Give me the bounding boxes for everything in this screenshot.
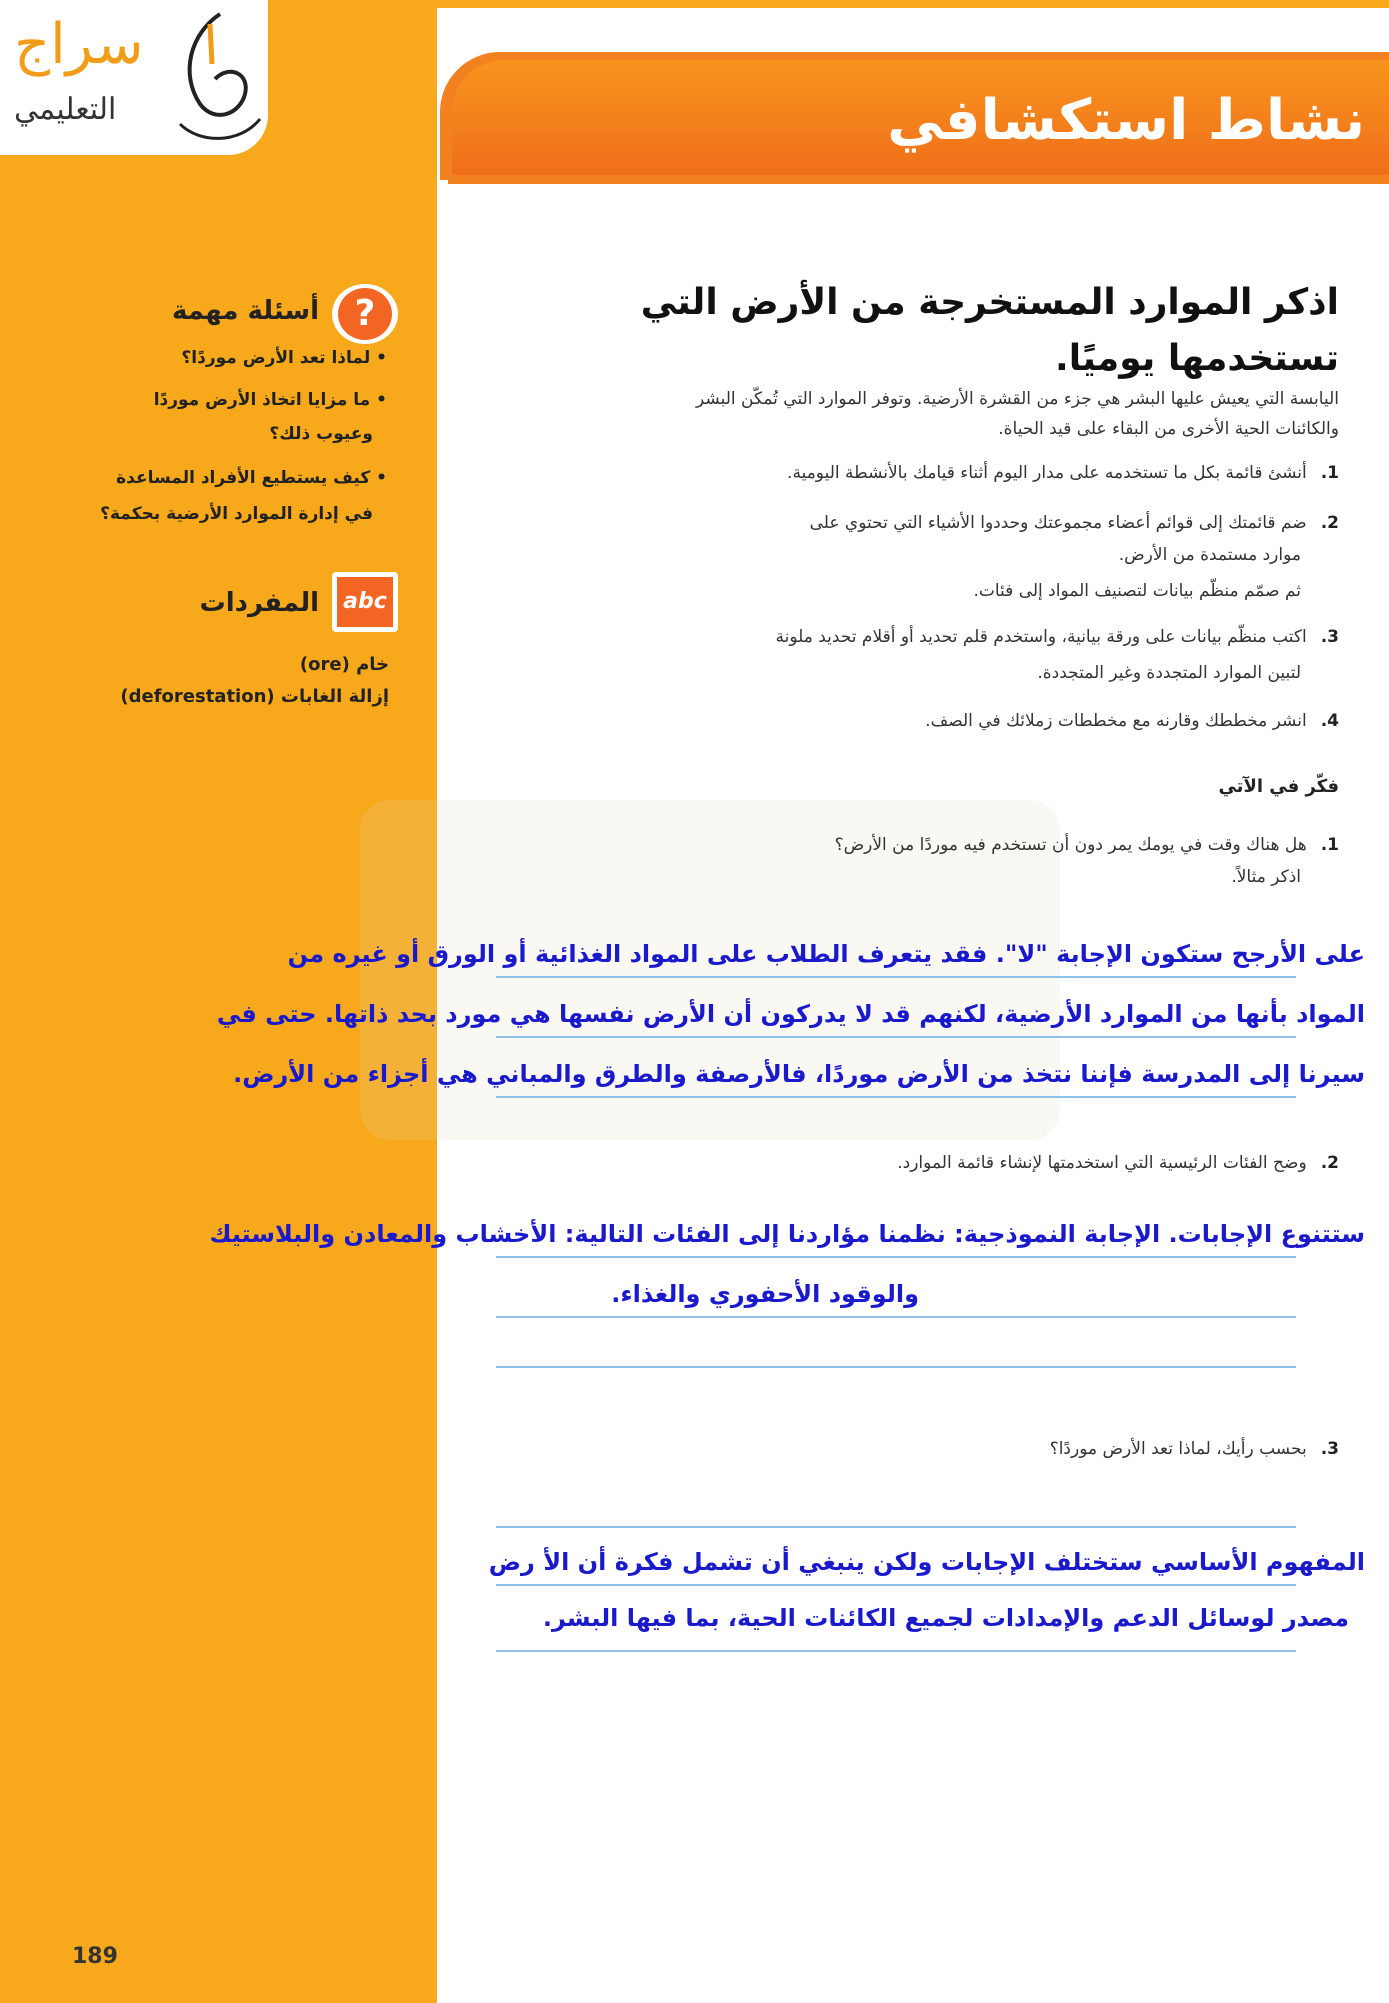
- answer-2-line-1: ستتنوع الإجابات. الإجابة النموذجية: نظمنا مؤاردنا إلى الفئات التالية: الأخشاب والمعادن والبلاستيك: [209, 1220, 1365, 1248]
- banner-underline: [448, 180, 1389, 184]
- answer-line: [496, 1036, 1296, 1038]
- question-item-2: • ما مزايا اتخاذ الأرض موردًا: [153, 390, 387, 410]
- answer-line: [496, 1526, 1296, 1528]
- vocabulary-title: المفردات: [199, 588, 319, 618]
- logo-text-primary: سراج: [14, 12, 144, 77]
- answer-line: [496, 1096, 1296, 1098]
- question-item-3-cont: في إدارة الموارد الأرضية بحكمة؟: [100, 504, 373, 524]
- answer-3-line-2: مصدر لوسائل الدعم والإمدادات لجميع الكائنات الحية، بما فيها البشر.: [542, 1604, 1349, 1632]
- answer-1-line-2: المواد بأنها من الموارد الأرضية، لكنهم قد لا يدركون أن الأرض نفسها هي مورد بحد ذاتها. حتى في: [216, 1000, 1365, 1028]
- step-4: 4.انشر مخططك وقارنه مع مخططات زملائك في الصف.: [925, 711, 1339, 731]
- answer-line: [496, 976, 1296, 978]
- answer-3-line-1: المفهوم الأساسي ستختلف الإجابات ولكن ينبغي أن تشمل فكرة أن الأ رض: [488, 1548, 1365, 1576]
- answer-line: [496, 1316, 1296, 1318]
- intro-line-1: اليابسة التي يعيش عليها البشر هي جزء من القشرة الأرضية. وتوفر الموارد التي تُمكّن البشر: [696, 389, 1339, 409]
- question-1: 1.هل هناك وقت في يومك يمر دون أن تستخدم فيه موردًا من الأرض؟: [834, 835, 1339, 855]
- step-3-line-2: لتبين الموارد المتجددة وغير المتجددة.: [1037, 663, 1301, 683]
- vocab-item-2: إزالة الغابات (deforestation): [120, 686, 389, 707]
- step-2-line-2: موارد مستمدة من الأرض.: [1118, 545, 1301, 565]
- activity-heading-line2: تستخدمها يوميًا.: [1055, 338, 1339, 379]
- banner: [452, 60, 1389, 175]
- vocab-item-1: خام (ore): [299, 654, 389, 675]
- question-item-3: • كيف يستطيع الأفراد المساعدة: [116, 468, 387, 488]
- answer-2-line-2: والوقود الأحفوري والغذاء.: [611, 1280, 919, 1308]
- think-title: فكّر في الآتي: [1218, 776, 1339, 797]
- logo-text-secondary: التعليمي: [14, 92, 117, 127]
- answer-line: [496, 1650, 1296, 1652]
- question-item-2-cont: وعيوب ذلك؟: [269, 424, 373, 444]
- page-number: 189: [72, 1944, 118, 1969]
- banner-title: نشاط استكشافي: [887, 88, 1365, 153]
- answer-line: [496, 1366, 1296, 1368]
- logo-calligraphy-icon: [160, 4, 266, 150]
- answer-1-line-3: سيرنا إلى المدرسة فإننا نتخذ من الأرض موردًا، فالأرصفة والطرق والمباني هي أجزاء من الأرض.: [233, 1060, 1365, 1088]
- step-3: 3.اكتب منظّم بيانات على ورقة بيانية، واستخدم قلم تحديد أو أقلام تحديد ملونة: [775, 627, 1339, 647]
- activity-heading-line1: اذكر الموارد المستخرجة من الأرض التي: [640, 282, 1339, 323]
- intro-line-2: والكائنات الحية الأخرى من البقاء على قيد الحياة.: [998, 419, 1339, 439]
- question-1-line-2: اذكر مثالاً.: [1231, 867, 1301, 887]
- answer-1-line-1: على الأرجح ستكون الإجابة "لا". فقد يتعرف الطلاب على المواد الغذائية أو الورق أو غيره من: [287, 940, 1365, 968]
- question-2: 2.وضح الفئات الرئيسية التي استخدمتها لإنشاء قائمة الموارد.: [897, 1153, 1339, 1173]
- answer-line: [496, 1256, 1296, 1258]
- step-2: 2.ضم قائمتك إلى قوائم أعضاء مجموعتك وحددوا الأشياء التي تحتوي على: [809, 513, 1339, 533]
- step-1: 1.أنشئ قائمة بكل ما تستخدمه على مدار اليوم أثناء قيامك بالأنشطة اليومية.: [787, 463, 1339, 483]
- question-item-1: • لماذا تعد الأرض موردًا؟: [181, 348, 387, 368]
- question-icon: ?: [332, 284, 398, 344]
- logo: [0, 0, 268, 155]
- answer-line: [496, 1584, 1296, 1586]
- questions-title: أسئلة مهمة: [172, 296, 319, 326]
- step-2-line-3: ثم صمّم منظّم بيانات لتصنيف المواد إلى فئات.: [973, 581, 1301, 601]
- vocabulary-icon: abc: [332, 572, 398, 632]
- question-3: 3.بحسب رأيك، لماذا تعد الأرض موردًا؟: [1049, 1439, 1339, 1459]
